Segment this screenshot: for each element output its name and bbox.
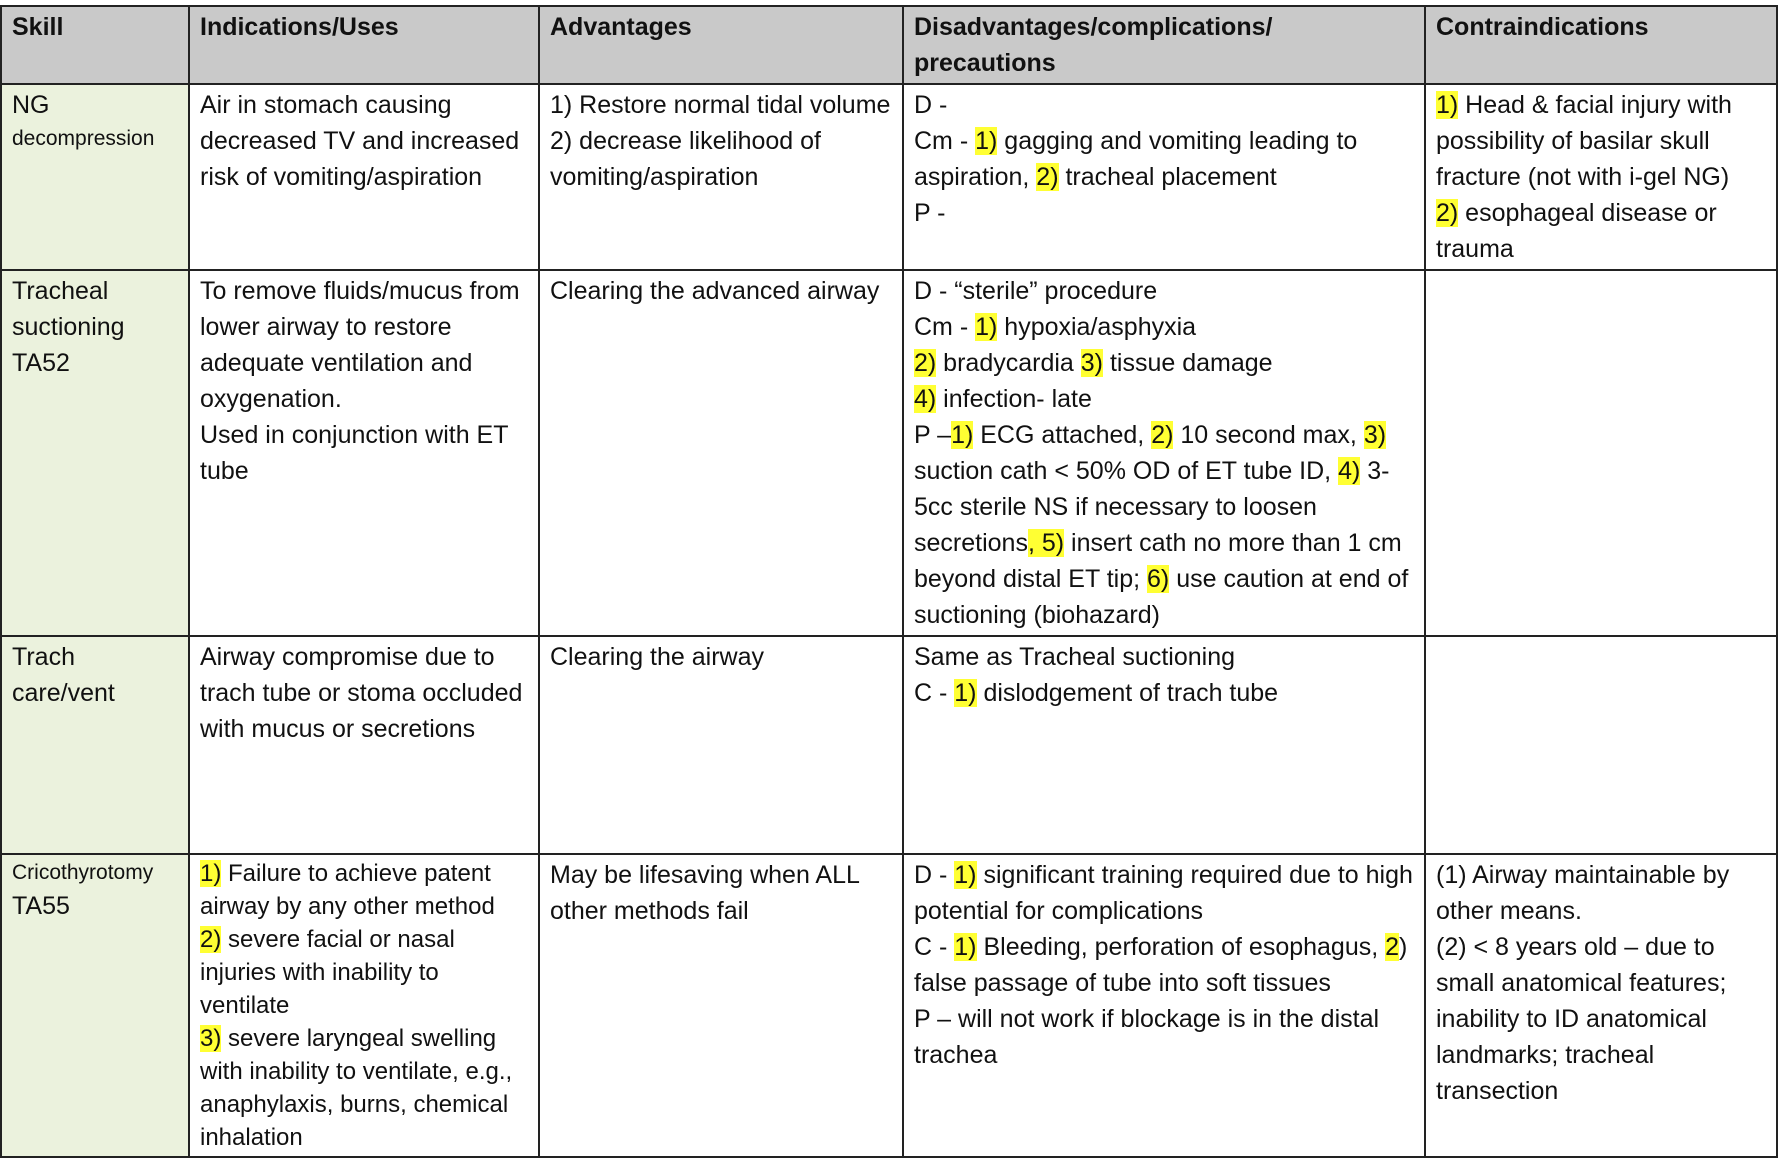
highlighted-number: 2) (914, 349, 937, 377)
skill-name: NG (12, 91, 50, 119)
cell-text: Failure to achieve patent airway by any other method (200, 860, 495, 920)
cell-text: D - “sterile” procedure (914, 277, 1158, 305)
cell-line (914, 381, 1414, 417)
cell-text: P - (914, 199, 946, 227)
header-row (1, 6, 1777, 84)
skill-code: TA55 (12, 892, 70, 920)
skill-name: Trach care/vent (12, 643, 115, 707)
highlighted-number: 3) (1080, 349, 1103, 377)
highlighted-number: 1) (1436, 91, 1459, 119)
advantages-cell (539, 854, 903, 1157)
highlighted-number: 4) (914, 385, 937, 413)
cell-line (914, 1001, 1414, 1073)
skill-name: Tracheal suctioning (12, 277, 125, 341)
advantage-text: 1) Restore normal tidal volume (550, 91, 891, 119)
header-indications: Indications/Uses (189, 6, 539, 84)
cell-text: Same as Tracheal suctioning (914, 643, 1236, 671)
cell-line (1436, 195, 1766, 267)
advantages-cell (539, 270, 903, 636)
highlighted-number: 1) (975, 313, 998, 341)
skill-cell (1, 636, 189, 854)
contraindications-cell (1425, 854, 1777, 1157)
highlighted-number: 2) (1151, 421, 1174, 449)
cell-line (914, 675, 1414, 711)
cell-text: (2) < 8 years old – due to small anatomical features; inability to ID anatomical landmarks; tracheal transection (1436, 933, 1727, 1105)
indication-text: Air in stomach causing decreased TV and increased risk of vomiting/aspiration (200, 91, 520, 191)
skill-name: Cricothyrotomy (12, 861, 154, 884)
cell-text: Cm - (914, 127, 976, 155)
skills-table (0, 5, 1778, 1158)
cell-line (914, 123, 1414, 195)
cell-text: hypoxia/asphyxia (997, 313, 1197, 341)
cell-line (200, 1022, 528, 1154)
cell-text: P – (914, 421, 952, 449)
highlighted-number: 3) (1363, 421, 1387, 449)
cell-line (914, 273, 1414, 309)
cell-text: infection- late (936, 385, 1092, 413)
cell-text: bradycardia (936, 349, 1081, 377)
cell-line (1436, 87, 1766, 195)
skill-code: TA52 (12, 349, 70, 377)
highlighted-number: 1) (975, 127, 998, 155)
cell-line (914, 417, 1414, 633)
highlighted-number: 1) (954, 679, 977, 707)
cell-text: C - (914, 933, 955, 961)
cell-line (914, 309, 1414, 345)
indications-cell (189, 270, 539, 636)
highlighted-number: 6) (1147, 565, 1170, 593)
cell-text: 10 second max, (1173, 421, 1364, 449)
cell-line (1436, 857, 1766, 929)
highlighted-number: 1) (951, 421, 974, 449)
disadvantages-cell (903, 84, 1425, 270)
highlighted-number: 2) (1036, 163, 1059, 191)
highlighted-number: 2) (1436, 199, 1459, 227)
header-contraindications: Contraindications (1425, 6, 1777, 84)
indication-text: Used in conjunction with ET tube (200, 421, 509, 485)
cell-line (200, 857, 528, 923)
cell-text: dislodgement of trach tube (976, 679, 1279, 707)
cell-text: severe facial or nasal injuries with inability to ventilate (200, 926, 455, 1019)
cell-line (914, 929, 1414, 1001)
cell-text: Bleeding, perforation of esophagus, (976, 933, 1386, 961)
advantages-cell (539, 636, 903, 854)
contraindications-cell (1425, 636, 1777, 854)
highlighted-number: 1) (200, 860, 222, 887)
header-advantages: Advantages (539, 6, 903, 84)
cell-text: use caution at end of suctioning (biohazard) (914, 565, 1409, 629)
cell-text: insert cath no more than 1 cm beyond distal ET tip; (914, 529, 1402, 593)
cell-text: severe laryngeal swelling with inability to ventilate, e.g., anaphylaxis, burns, chemical inhalation (200, 1025, 513, 1151)
table-row (1, 270, 1777, 636)
advantage-text: May be lifesaving when ALL other methods fail (550, 861, 859, 925)
cell-text: 3-5cc sterile NS if necessary to loosen secretions (914, 457, 1390, 557)
cell-line (914, 639, 1414, 675)
header-skill: Skill (1, 6, 189, 84)
highlighted-number: 4) (1338, 457, 1361, 485)
cell-line (200, 923, 528, 1022)
indication-text: Airway compromise due to trach tube or stoma occluded with mucus or secretions (200, 643, 523, 743)
highlighted-number: 1) (954, 861, 977, 889)
advantages-cell (539, 84, 903, 270)
cell-text: (1) Airway maintainable by other means. (1436, 861, 1730, 925)
cell-text: C - (914, 679, 955, 707)
cell-text: ECG attached, (973, 421, 1152, 449)
indications-cell (189, 84, 539, 270)
skill-name-sub: decompression (12, 127, 155, 150)
table-row (1, 636, 1777, 854)
cell-text: D - (914, 861, 955, 889)
cell-line (914, 345, 1414, 381)
advantage-text: Clearing the advanced airway (550, 277, 880, 305)
highlighted-number: , 5) (1027, 529, 1065, 557)
skill-cell (1, 854, 189, 1157)
cell-text: Head & facial injury with possibility of basilar skull fracture (not with i-gel NG) (1436, 91, 1732, 191)
cell-text: significant training required due to high potential for complications (914, 861, 1413, 925)
skill-cell (1, 270, 189, 636)
skill-cell (1, 84, 189, 270)
cell-text: ) false passage of tube into soft tissues (914, 933, 1408, 997)
disadvantages-cell (903, 854, 1425, 1157)
highlighted-number: 3) (200, 1025, 222, 1052)
indications-cell (189, 636, 539, 854)
header-disadvantages: Disadvantages/complications/ precautions (903, 6, 1425, 84)
advantage-text: 2) decrease likelihood of vomiting/aspiration (550, 127, 821, 191)
cell-line (914, 87, 1414, 123)
cell-text: D - (914, 91, 948, 119)
advantage-text: Clearing the airway (550, 643, 764, 671)
table-row (1, 84, 1777, 270)
cell-text: gagging and vomiting leading to aspiration, (914, 127, 1358, 191)
contraindications-cell (1425, 270, 1777, 636)
table-row (1, 854, 1777, 1157)
cell-text: Cm - (914, 313, 976, 341)
cell-text: suction cath < 50% OD of ET tube ID, (914, 457, 1339, 485)
highlighted-number: 2 (1385, 933, 1400, 961)
highlighted-number: 1) (954, 933, 977, 961)
cell-line (1436, 929, 1766, 1109)
cell-text: P – will not work if blockage is in the distal trachea (914, 1005, 1380, 1069)
cell-text: esophageal disease or trauma (1436, 199, 1717, 263)
cell-text: tissue damage (1103, 349, 1273, 377)
disadvantages-cell (903, 270, 1425, 636)
cell-line (914, 195, 1414, 231)
cell-text: tracheal placement (1058, 163, 1277, 191)
highlighted-number: 2) (200, 926, 222, 953)
cell-line (914, 857, 1414, 929)
indication-text: To remove fluids/mucus from lower airway to restore adequate ventilation and oxygenation. (200, 277, 520, 413)
disadvantages-cell (903, 636, 1425, 854)
contraindications-cell (1425, 84, 1777, 270)
indications-cell (189, 854, 539, 1157)
